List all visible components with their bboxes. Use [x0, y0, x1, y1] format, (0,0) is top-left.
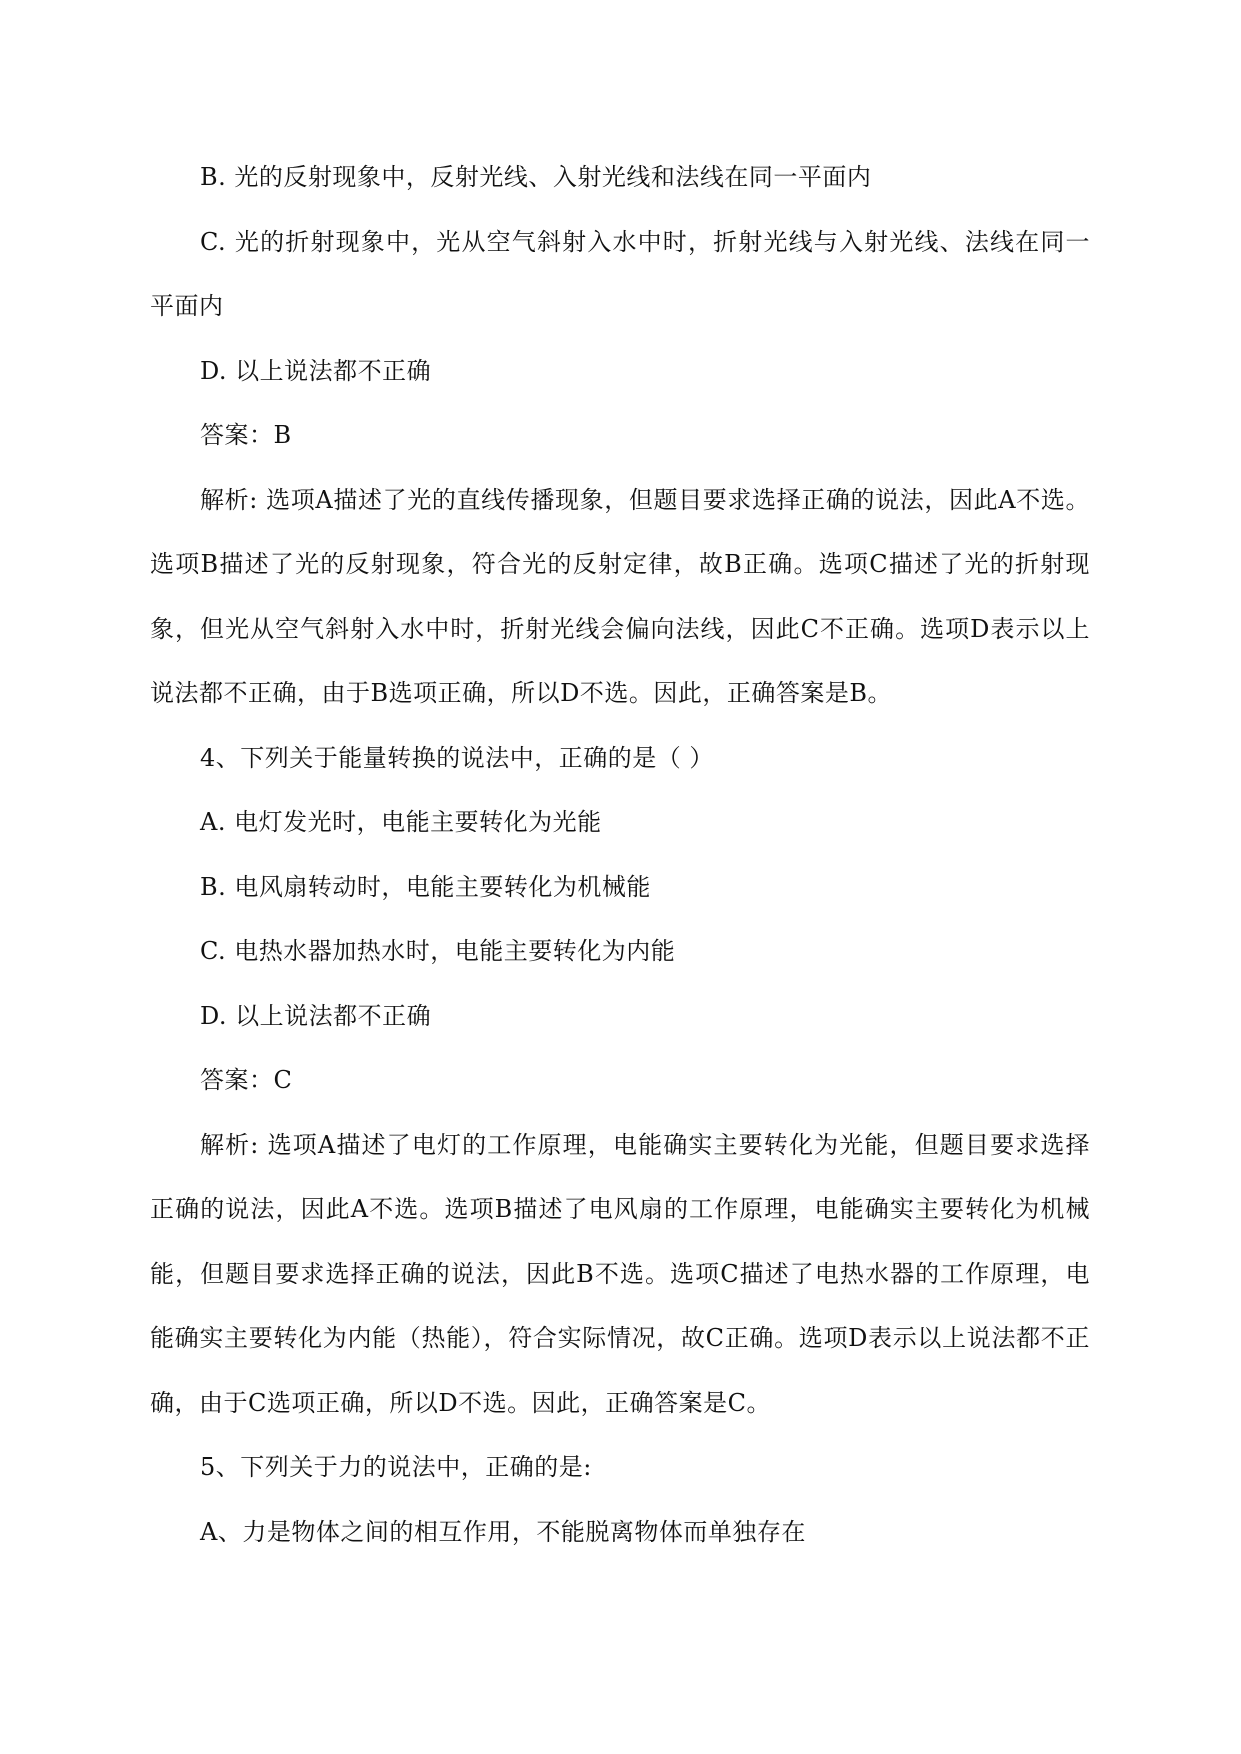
option-a-q4: A. 电灯发光时，电能主要转化为光能: [200, 808, 602, 836]
answer-q3: 答案：B: [200, 421, 292, 449]
option-b-q3: B. 光的反射现象中，反射光线、入射光线和法线在同一平面内: [200, 163, 872, 191]
option-c-q4: C. 电热水器加热水时，电能主要转化为内能: [200, 937, 676, 965]
answer-q4: 答案：C: [200, 1066, 293, 1094]
question-5: 5、下列关于力的说法中，正确的是:: [200, 1453, 592, 1481]
explanation-q4: 解析: 选项A描述了电灯的工作原理，电能确实主要转化为光能，但题目要求选择正确的说法，因此A不选。选项B描述了电风扇的工作原理，电能确实主要转化为机械能，但题目要求选择正确的说法，因此B不选。选项C描述了电热水器的工作原理，电能确实主要转化为内能（热能），符合实际情况，故C正确。选项D表示以上说法都不正确，由于C选项正确，所以D不选。因此，正确答案是C。: [150, 1130, 1090, 1417]
option-a-q5: A、力是物体之间的相互作用，不能脱离物体而单独存在: [200, 1517, 806, 1546]
document-body: [150, 145, 1090, 1564]
option-d-q4: D. 以上说法都不正确: [200, 1001, 432, 1030]
question-4: 4、下列关于能量转换的说法中，正确的是（ ）: [200, 743, 714, 772]
option-b-q4: B. 电风扇转动时，电能主要转化为机械能: [200, 872, 651, 901]
option-c-q3: C. 光的折射现象中，光从空气斜射入水中时，折射光线与入射光线、法线在同一平面内: [150, 227, 1090, 320]
option-d-q3: D. 以上说法都不正确: [200, 356, 432, 385]
explanation-q3: 解析: 选项A描述了光的直线传播现象，但题目要求选择正确的说法，因此A不选。选项B描述了光的反射现象，符合光的反射定律，故B正确。选项C描述了光的折射现象，但光从空气斜射入水中时，折射光线会偏向法线，因此C不正确。选项D表示以上说法都不正确，由于B选项正确，所以D不选。因此，正确答案是B。: [150, 485, 1090, 707]
